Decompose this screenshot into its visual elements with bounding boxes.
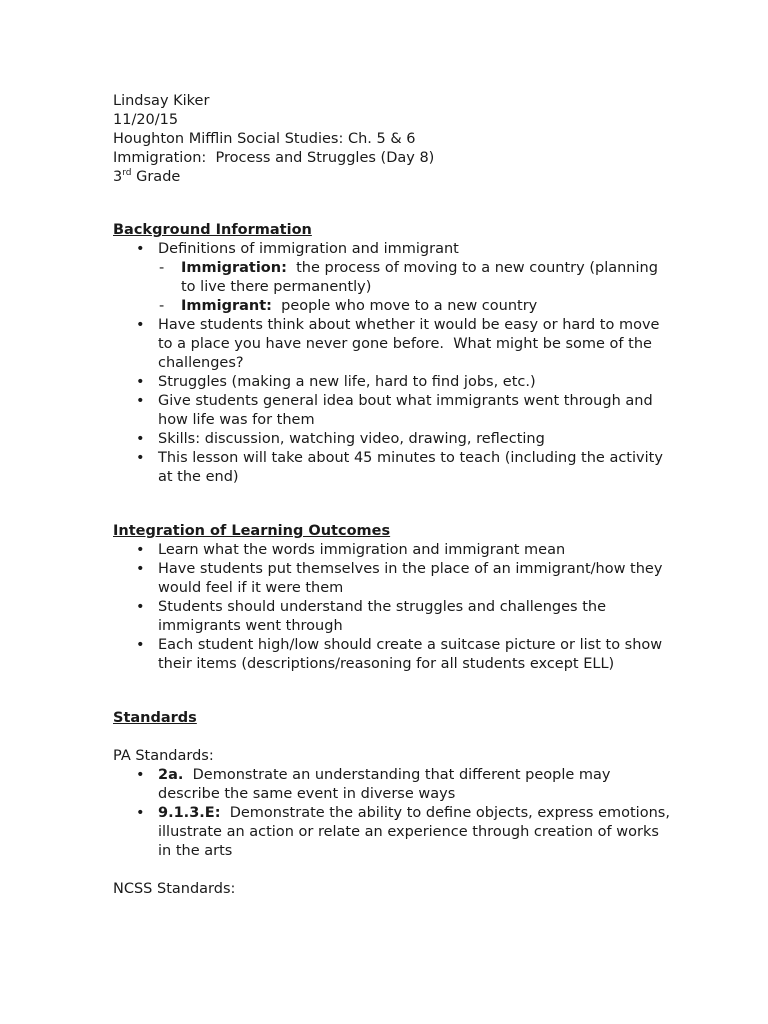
list-item — [113, 598, 673, 636]
list-item-text: Skills: discussion, watching video, drawing, reflecting — [158, 431, 545, 447]
bullet-icon: • — [136, 542, 145, 558]
bullet-icon: • — [136, 767, 145, 783]
list-item-text: Have students put themselves in the place of an immigrant/how they would feel if it were them — [158, 561, 663, 596]
lesson-date: 11/20/15 — [113, 112, 179, 128]
bullet-icon: • — [136, 637, 145, 653]
standard-text: Demonstrate the ability to define objects, express emotions, illustrate an action or relate an experience through creation of works in the arts — [158, 805, 675, 859]
list-item-text: This lesson will take about 45 minutes to teach (including the activity at the end) — [158, 450, 663, 485]
bullet-icon: • — [136, 317, 145, 333]
bullet-icon: • — [136, 805, 145, 821]
list-item-text: Give students general idea bout what immigrants went through and how life was for them — [158, 393, 653, 428]
list-item — [113, 541, 673, 560]
bullet-icon: • — [136, 241, 145, 257]
bullet-icon: • — [136, 561, 145, 577]
author-name: Lindsay Kiker — [113, 93, 210, 109]
standard-text: Demonstrate an understanding that different people may describe the same event in diverse ways — [158, 767, 616, 802]
list-item-text: Learn what the words immigration and immigrant mean — [158, 542, 566, 558]
dash-icon: - — [159, 260, 165, 276]
definition-text: people who move to a new country — [271, 298, 538, 314]
definition-term: Immigration: — [181, 260, 287, 276]
definitions-list — [113, 259, 673, 316]
list-item — [113, 240, 673, 316]
bullet-icon: • — [136, 599, 145, 615]
list-item-text: Each student high/low should create a suitcase picture or list to show their items (descriptions/reasoning for all students except ELL) — [158, 637, 663, 672]
definition-term: Immigrant: — [181, 298, 272, 314]
lesson-source: Houghton Mifflin Social Studies: Ch. 5 & 6 — [113, 131, 416, 147]
pa-standards-label: PA Standards: — [113, 748, 214, 764]
lesson-topic: Immigration: Process and Struggles (Day 8) — [113, 150, 435, 166]
section-title-standards: Standards — [113, 710, 197, 726]
list-item — [113, 373, 673, 392]
list-item-text: Students should understand the struggles and challenges the immigrants went through — [158, 599, 606, 634]
grade-number: 3 — [113, 169, 123, 185]
definition-item — [113, 259, 673, 297]
document-page — [113, 92, 673, 899]
grade-level — [113, 168, 673, 187]
list-item-text: Have students think about whether it would be easy or hard to move to a place you have never gone before. What might be some of the challenges? — [158, 317, 665, 371]
document-header — [113, 92, 673, 187]
section-title-outcomes: Integration of Learning Outcomes — [113, 523, 391, 539]
list-item — [113, 804, 673, 861]
ncss-standards-label: NCSS Standards: — [113, 881, 236, 897]
list-item-text: Definitions of immigration and immigrant — [158, 241, 459, 257]
bullet-icon: • — [136, 393, 145, 409]
definition-text: the process of moving to a new country (planning to live there permanently) — [181, 260, 663, 295]
list-item — [113, 560, 673, 598]
standard-code: 2a. — [158, 767, 184, 783]
list-item-text: Struggles (making a new life, hard to find jobs, etc.) — [158, 374, 536, 390]
background-list — [113, 240, 673, 487]
list-item — [113, 392, 673, 430]
pa-standards-list — [113, 766, 673, 861]
grade-suffix: rd — [122, 168, 132, 178]
standard-code: 9.1.3.E: — [158, 805, 221, 821]
definition-item — [113, 297, 673, 316]
dash-icon: - — [159, 298, 165, 314]
list-item — [113, 636, 673, 674]
section-title-background: Background Information — [113, 222, 312, 238]
bullet-icon: • — [136, 450, 145, 466]
list-item — [113, 430, 673, 449]
outcomes-list — [113, 541, 673, 674]
list-item — [113, 449, 673, 487]
list-item — [113, 766, 673, 804]
grade-word: Grade — [131, 169, 181, 185]
bullet-icon: • — [136, 374, 145, 390]
bullet-icon: • — [136, 431, 145, 447]
list-item — [113, 316, 673, 373]
